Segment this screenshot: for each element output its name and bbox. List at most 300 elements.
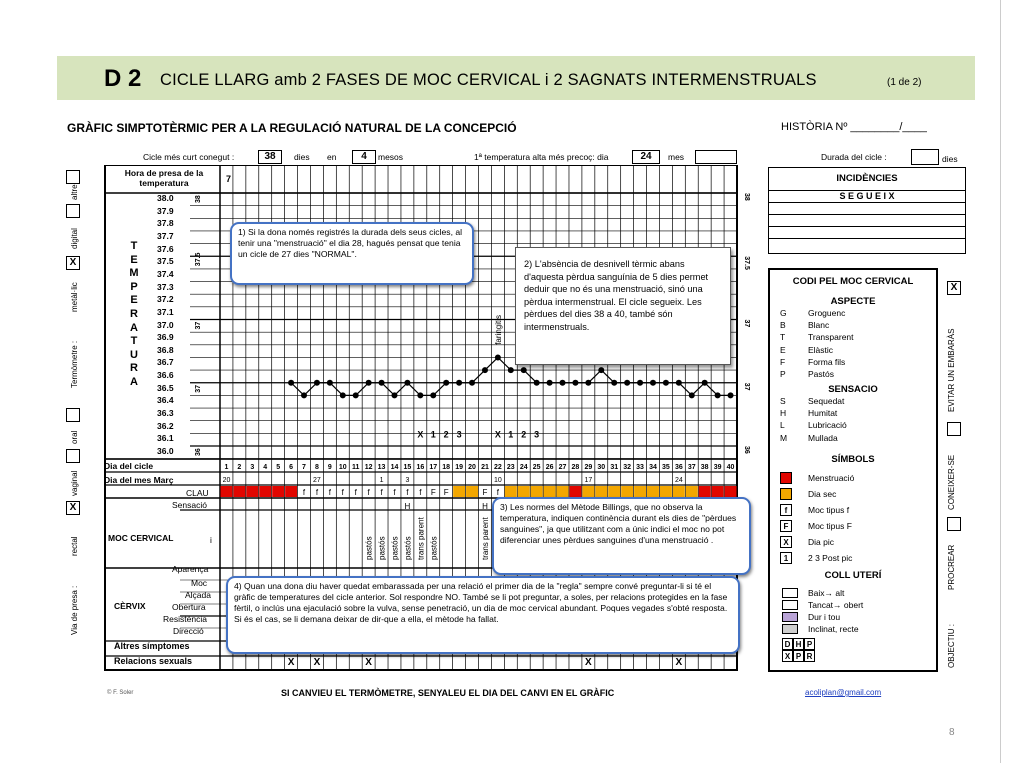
day-number: 17 xyxy=(429,464,438,471)
sheet-code: D 2 xyxy=(104,65,142,92)
clau-cell xyxy=(608,486,620,497)
cervix-swatch xyxy=(782,612,798,622)
relation-mark: X xyxy=(585,657,592,668)
month-day: 17 xyxy=(584,477,593,484)
peak-mark: 2 xyxy=(443,429,449,440)
temperature-point xyxy=(689,392,695,398)
coll-title: COLL UTERÍ xyxy=(824,570,882,581)
day-number: 21 xyxy=(481,464,489,471)
objectiu-label: OBJECTIU : xyxy=(947,623,956,668)
cervix-label: CÈRVIX xyxy=(114,601,146,611)
resistencia-label: Resistència xyxy=(163,614,207,624)
clau-cell xyxy=(518,486,530,497)
day-number: 35 xyxy=(662,464,670,471)
via-oral-checkbox[interactable] xyxy=(66,408,80,422)
temperature-label: 37.6 xyxy=(157,243,174,254)
moc-observation: pastós xyxy=(429,536,439,560)
temperature-label: 36.7 xyxy=(157,357,174,368)
scale-mark: 37 xyxy=(195,384,202,393)
day-number: 27 xyxy=(558,464,567,471)
symbol-swatch xyxy=(780,472,792,484)
title-banner xyxy=(57,56,975,100)
clau-cell xyxy=(272,486,284,497)
temperature-point xyxy=(327,380,333,386)
temperature-point xyxy=(404,380,410,386)
day-number: 30 xyxy=(597,464,606,471)
rectal-label: rectal xyxy=(70,536,79,556)
day-number: 3 xyxy=(250,464,255,471)
day-number: 15 xyxy=(403,464,412,471)
day-number: 29 xyxy=(584,464,593,471)
hora-label: Hora de presa de la temperatura xyxy=(124,168,204,188)
symbol-label: Menstruació xyxy=(808,473,855,483)
peak-mark: 3 xyxy=(534,429,540,440)
moc-cervical-label: MOC CERVICAL xyxy=(108,533,174,543)
dia-cicle-label: Dia del cicle xyxy=(104,461,154,471)
faringitis-note: faringitis xyxy=(493,315,503,345)
cervix-swatch xyxy=(782,588,798,598)
clau-cell xyxy=(582,486,594,497)
relacions-label: Relacions sexuals xyxy=(114,656,193,666)
month-day: 20 xyxy=(222,477,231,484)
objective-coneixer-checkbox[interactable] xyxy=(947,422,961,436)
page-heading: GRÀFIC SIMPTOTÈRMIC PER A LA REGULACIÓ NATURAL DE LA CONCEPCIÓ xyxy=(67,121,517,135)
temperature-point xyxy=(702,380,708,386)
peak-mark: X xyxy=(494,429,501,440)
code-label: Sequedat xyxy=(808,396,845,406)
day-number: 28 xyxy=(571,464,580,471)
day-number: 7 xyxy=(302,464,306,471)
mes-label: mes xyxy=(668,152,685,162)
scale-mark: 36 xyxy=(743,446,750,454)
moc-observation: trans parent xyxy=(480,517,490,560)
via-label: Via de presa : xyxy=(70,585,79,635)
cervix-label: Inclinat, recte xyxy=(808,624,859,634)
temperature-label: 37.7 xyxy=(157,230,174,241)
day-number: 2 xyxy=(237,464,242,471)
day-number: 20 xyxy=(468,464,476,471)
clau-cell xyxy=(686,486,698,497)
scale-mark: 37 xyxy=(743,382,750,391)
dies-label: dies xyxy=(294,152,310,162)
code-key: L xyxy=(780,420,785,431)
symbol-label: Dia sec xyxy=(808,489,837,499)
day-number: 9 xyxy=(327,464,332,471)
temperature-label: 37.5 xyxy=(157,256,174,267)
clau-cell xyxy=(544,486,556,497)
first-temp-day-field[interactable]: 24 xyxy=(632,150,660,164)
incidencies-title: INCIDÈNCIES xyxy=(769,168,965,191)
temperature-point xyxy=(301,392,307,398)
temperatura-letter: T xyxy=(130,240,138,252)
temperature-point xyxy=(443,380,449,386)
moc-observation: trans parent xyxy=(416,517,426,560)
dia-mes-label: Dia del mes Març xyxy=(104,475,174,485)
day-number: 32 xyxy=(623,464,632,471)
code-key: G xyxy=(780,308,787,318)
symbol-swatch xyxy=(780,488,792,500)
scale-mark: 37 xyxy=(743,319,750,328)
day-number: 37 xyxy=(687,464,696,471)
clau-cell xyxy=(595,486,607,497)
page-number: 8 xyxy=(949,727,955,738)
day-number: 19 xyxy=(455,464,464,471)
code-key: F xyxy=(780,356,786,367)
symbol-swatch: 1 xyxy=(780,552,792,564)
temperatura-letter: R xyxy=(130,307,138,320)
clau-cell xyxy=(634,486,646,497)
clau-mark: f xyxy=(406,488,409,497)
codi-title: CODI PEL MOC CERVICAL xyxy=(792,276,914,287)
temperature-label: 36.9 xyxy=(157,332,174,343)
clau-mark: F xyxy=(443,488,449,497)
cervix-label: Baix→ alt xyxy=(808,588,845,598)
month-field[interactable] xyxy=(695,150,737,164)
email-link[interactable]: acoliplan@gmail.com xyxy=(805,688,882,697)
clau-cell xyxy=(621,486,633,497)
digital-label: digital xyxy=(70,228,79,249)
temperature-point xyxy=(598,367,604,373)
temperatura-letter: T xyxy=(130,335,138,348)
cervix-letter: R xyxy=(804,650,815,662)
temperature-point xyxy=(637,380,643,386)
temperature-point xyxy=(715,392,721,398)
code-label: Lubricació xyxy=(808,420,847,431)
alcada-label: Alçada xyxy=(185,590,211,600)
scale-mark: 38 xyxy=(195,195,202,203)
temperature-label: 37.0 xyxy=(157,319,174,330)
clau-cell xyxy=(712,486,724,497)
clau-cell xyxy=(660,486,672,497)
peak-mark: 1 xyxy=(430,429,436,440)
code-key: M xyxy=(780,432,788,443)
clau-cell xyxy=(453,486,465,497)
temperature-label: 37.4 xyxy=(157,268,174,279)
temperature-point xyxy=(314,380,320,386)
day-number: 12 xyxy=(364,464,373,471)
temperature-point xyxy=(534,380,540,386)
scale-mark: 37 xyxy=(195,321,202,330)
temperature-label: 36.0 xyxy=(157,446,174,456)
via-vaginal-checkbox[interactable] xyxy=(66,449,80,463)
note-1: 1) Si la dona només registrés la durada dels seus cicles, al tenir una "menstruació" el dia 28, hagués pensat que tenia un cicle de 27 dies "NORMAL". xyxy=(230,222,474,285)
mesos-label: mesos xyxy=(378,152,404,162)
temperature-label: 36.8 xyxy=(157,344,174,355)
clau-cell xyxy=(221,486,233,497)
clau-cell xyxy=(569,486,581,497)
clau-mark: f xyxy=(354,488,357,497)
temperature-point xyxy=(560,380,566,386)
temperatura-word xyxy=(128,240,140,390)
via-rectal-checkbox[interactable]: X xyxy=(66,501,80,515)
aparenca-label: Aparença xyxy=(172,564,209,574)
cervix-label: Tancat→ obert xyxy=(808,600,864,610)
symbol-swatch: X xyxy=(780,536,792,548)
cervix-swatch xyxy=(782,624,798,634)
code-label: Blanc xyxy=(808,320,830,331)
footer-instruction: SI CANVIEU EL TERMÒMETRE, SENYALEU EL DIA DEL CANVI EN EL GRÀFIC xyxy=(281,688,615,698)
shortest-cycle-label: Cicle més curt conegut : xyxy=(143,152,235,162)
month-day: 27 xyxy=(313,477,321,484)
code-label: Transparent xyxy=(808,332,854,343)
day-number: 40 xyxy=(726,464,735,471)
altre-label: altre xyxy=(70,184,79,200)
months-field[interactable]: 4 xyxy=(352,150,376,164)
cervix-letter: P xyxy=(793,650,804,662)
temperatura-letter: R xyxy=(130,362,138,375)
duration-field[interactable] xyxy=(911,149,939,165)
temperatura-letter: E xyxy=(130,294,138,307)
en-label: en xyxy=(327,152,337,162)
cervix-letter: P xyxy=(804,638,815,650)
author-credit: © F. Soler xyxy=(107,690,134,696)
temperature-point xyxy=(469,380,475,386)
clau-cell xyxy=(285,486,297,497)
sensacio-label: Sensació xyxy=(172,500,207,510)
day-number: 22 xyxy=(493,464,502,471)
note-2: 2) L'absència de desnivell tèrmic abans d'aquesta pèrdua sanguínia de 5 dies permet deduir que no és una menstruació, sinó una pèrdua intermenstrual. El cicle segueix. Les pèrdues del dies 38 a 40, també són intermenstruals. xyxy=(515,247,731,365)
temperature-label: 36.2 xyxy=(157,420,174,431)
moc-observation: pastós xyxy=(377,536,387,560)
day-number: 26 xyxy=(545,464,554,471)
symbol-label: Dia pic xyxy=(808,537,834,547)
month-day: 10 xyxy=(493,477,502,484)
sensacio-mark: H xyxy=(482,502,488,511)
code-label: Elàstic xyxy=(808,344,834,355)
month-day: 24 xyxy=(674,477,683,484)
clau-mark: f xyxy=(367,488,370,497)
historia-field[interactable]: HISTÒRIA Nº ________/____ xyxy=(781,121,927,133)
temperature-point xyxy=(353,392,359,398)
day-number: 8 xyxy=(314,464,319,471)
temperature-label: 36.5 xyxy=(157,382,174,393)
cervix-swatch xyxy=(782,600,798,610)
temperature-point xyxy=(572,380,578,386)
temperature-point xyxy=(417,392,423,398)
thermo-altre-checkbox[interactable] xyxy=(66,170,80,184)
clau-mark: f xyxy=(496,488,500,497)
clau-cell xyxy=(647,486,659,497)
temperature-point xyxy=(391,392,397,398)
objective-procrear-checkbox[interactable] xyxy=(947,517,961,531)
temperature-point xyxy=(547,380,553,386)
temperature-point xyxy=(366,380,372,386)
relation-mark: X xyxy=(675,657,683,668)
cervix-label: Dur i tou xyxy=(808,612,841,622)
temperature-point xyxy=(430,392,436,398)
thermometer-label: Termòmetre : xyxy=(70,340,79,388)
code-label: Forma fils xyxy=(808,356,846,367)
direccio-label: Direcció xyxy=(173,626,204,636)
scale-mark: 37.5 xyxy=(743,256,750,270)
day-number: 23 xyxy=(506,464,515,471)
moc-i-label: i xyxy=(210,535,212,545)
day-number: 13 xyxy=(377,464,386,471)
temperature-point xyxy=(521,367,527,373)
clau-cell xyxy=(233,486,245,497)
simbols-title: SÍMBOLS xyxy=(831,454,875,465)
temperature-point xyxy=(663,380,669,386)
relation-mark: X xyxy=(313,657,321,668)
temperature-point xyxy=(585,380,591,386)
temperature-point xyxy=(611,380,617,386)
code-label: Pastós xyxy=(808,369,834,379)
peak-mark: 1 xyxy=(508,429,514,440)
clau-cell xyxy=(531,486,543,497)
temperatura-letter: A xyxy=(130,321,138,334)
clau-cell xyxy=(246,486,258,497)
temperature-label: 36.1 xyxy=(157,433,174,444)
day-number: 16 xyxy=(416,464,425,471)
clau-mark: f xyxy=(380,488,383,497)
day-number: 39 xyxy=(713,464,722,471)
metallic-label: metàl·lic xyxy=(70,282,79,312)
clau-cell xyxy=(505,486,517,497)
temperature-label: 37.1 xyxy=(157,306,174,317)
code-key: T xyxy=(780,332,786,343)
day-number: 31 xyxy=(610,464,619,471)
temperatura-letter: M xyxy=(129,267,139,280)
code-key: B xyxy=(780,320,786,331)
day-number: 38 xyxy=(700,464,709,471)
hora-value: 7 xyxy=(226,174,232,184)
temperature-point xyxy=(650,380,656,386)
temperature-point xyxy=(495,354,501,360)
oral-label: oral xyxy=(70,430,79,444)
clau-cell xyxy=(673,486,685,497)
scale-mark: 37.5 xyxy=(195,252,202,267)
incidencies-panel xyxy=(768,167,966,254)
sensacio-title: SENSACIO xyxy=(828,384,878,395)
temperature-point xyxy=(624,380,630,386)
clau-cell xyxy=(259,486,271,497)
symbol-label: 2 3 Post pic xyxy=(808,553,853,563)
moc-observation: pastós xyxy=(390,536,400,560)
moc-observation: pastós xyxy=(364,536,374,560)
relation-mark: X xyxy=(287,657,295,668)
shortest-days-field[interactable]: 38 xyxy=(258,150,282,164)
day-number: 33 xyxy=(636,464,644,471)
temperatura-letter: U xyxy=(130,348,138,361)
cervix-letter: D xyxy=(782,638,793,650)
temperature-point xyxy=(508,367,514,373)
objective-evitar-checkbox[interactable]: X xyxy=(947,281,961,295)
clau-cell xyxy=(725,486,737,497)
symbol-swatch: f xyxy=(780,504,792,516)
day-number: 1 xyxy=(224,464,229,471)
code-key: S xyxy=(780,396,786,406)
day-number: 5 xyxy=(276,464,281,471)
cervix-moc-label: Moc xyxy=(191,578,208,588)
peak-mark: 2 xyxy=(521,429,527,440)
clau-mark: f xyxy=(315,488,319,497)
day-number: 36 xyxy=(674,464,683,471)
code-label: Mullada xyxy=(808,432,838,443)
day-number: 24 xyxy=(519,464,528,471)
day-number: 10 xyxy=(338,464,347,471)
day-number: 6 xyxy=(289,464,294,471)
temperature-label: 38.0 xyxy=(157,193,174,203)
temperature-point xyxy=(676,380,682,386)
temperature-point xyxy=(379,380,385,386)
cervix-letter: X xyxy=(782,650,793,662)
scale-mark: 36 xyxy=(195,448,202,456)
note-3: 3) Les normes del Mètode Billings, que no observa la temperatura, indiquen continència durant els dies de "pèrdues sanguines", ja que utilitzant com a únic indici el moc no pot diferenciar unes pèrdues sanguines d'una menstruació . xyxy=(492,497,751,575)
temperature-point xyxy=(482,367,488,373)
temperature-label: 37.9 xyxy=(157,205,174,216)
temperature-label: 36.3 xyxy=(157,408,174,419)
symbol-swatch: F xyxy=(780,520,792,532)
clau-cell xyxy=(699,486,711,497)
temperatura-letter: P xyxy=(130,280,138,293)
clau-mark: f xyxy=(302,488,306,497)
day-number: 25 xyxy=(532,464,541,471)
clau-mark: f xyxy=(419,488,422,497)
temperature-point xyxy=(456,380,462,386)
code-label: Groguenc xyxy=(808,308,846,318)
thermo-metallic-checkbox[interactable]: X xyxy=(66,256,80,270)
day-number: 4 xyxy=(263,464,268,471)
code-label: Humitat xyxy=(808,408,838,419)
symbol-label: Moc tipus F xyxy=(808,521,852,531)
note-4: 4) Quan una dona diu haver quedat embarassada per una relació el primer dia de la "regla" sempre convé preguntar-li si té el gràfic de temperatures del cicle anterior. Sol respondre NO. També se li pot preguntar, a soles, per relacions protegides en la fase fèrtil, o inclús una ejaculació sobre la vulva, sense penetració, un dia de moc cervical abundant. Poques vegades s'obté resposta. Si és el cas, se li demana deixar de dir-que a ella, el mètode ha fallat. xyxy=(226,576,740,654)
evitar-label: EVITAR UN EMBARÀS xyxy=(947,328,956,412)
cervix-letter: H xyxy=(793,638,804,650)
peak-mark: X xyxy=(417,429,424,440)
vaginal-label: vaginal xyxy=(70,470,79,496)
clau-cell xyxy=(557,486,569,497)
incidencies-segueix: S E G U E I X xyxy=(769,190,965,203)
clau-label: CLAU xyxy=(186,488,209,498)
coneixer-label: CONEIXER-SE xyxy=(947,454,956,510)
procrear-label: PROCREAR xyxy=(947,544,956,590)
symbol-label: Moc tipus f xyxy=(808,505,850,515)
code-key: E xyxy=(780,344,786,355)
relation-mark: X xyxy=(365,657,372,668)
clau-mark: f xyxy=(341,488,344,497)
day-number: 18 xyxy=(442,464,451,471)
clau-mark: f xyxy=(393,488,396,497)
clau-mark: F xyxy=(482,488,488,497)
temperature-point xyxy=(288,380,294,386)
temperature-point xyxy=(340,392,346,398)
altres-label: Altres símptomes xyxy=(114,641,190,651)
obertura-label: Obertura xyxy=(172,602,206,612)
code-key: P xyxy=(780,369,786,379)
month-day: 1 xyxy=(379,477,384,484)
sheet-page: (1 de 2) xyxy=(887,77,922,88)
clau-mark: f xyxy=(328,488,331,497)
sensacio-mark: H xyxy=(404,502,411,511)
duration-label: Durada del cicle : xyxy=(821,152,887,162)
day-number: 34 xyxy=(649,464,657,471)
codi-panel xyxy=(768,268,938,672)
first-temp-label: 1ª temperatura alta més precoç: dia xyxy=(474,152,609,162)
temperature-label: 37.2 xyxy=(157,294,174,305)
thermo-digital-checkbox[interactable] xyxy=(66,204,80,218)
temperature-label: 36.6 xyxy=(157,370,174,381)
temperature-label: 36.4 xyxy=(157,395,174,406)
scale-mark: 38 xyxy=(743,193,750,201)
dies2-label: dies xyxy=(942,154,958,164)
day-number: 11 xyxy=(352,464,360,471)
clau-mark: F xyxy=(430,488,436,497)
month-day: 3 xyxy=(405,477,410,484)
aspecte-title: ASPECTE xyxy=(830,296,876,307)
day-number: 14 xyxy=(390,464,399,471)
temperatura-letter: A xyxy=(130,375,138,388)
temperature-label: 37.3 xyxy=(157,281,174,292)
